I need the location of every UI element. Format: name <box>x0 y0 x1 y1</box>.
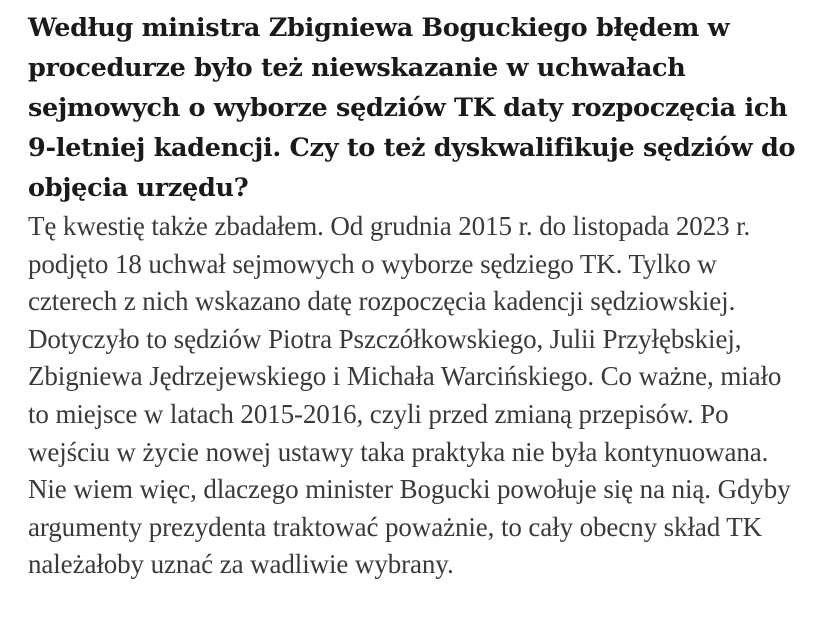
interview-answer: Tę kwestię także zbadałem. Od grudnia 2015 r. do listopada 2023 r. podjęto 18 uchwał sejmowych o wyborze sędziego TK. Tylko w czterech z nich wskazano datę rozpoczęcia kadencji sędziowskiej. Dotyczyło to sędziów Piotra Pszczółkowskiego, Julii Przyłębskiej, Zbigniewa Jędrzejewskiego i Michała Warcińskiego. Co ważne, miało to miejsce w latach 2015-2016, czyli przed zmianą przepisów. Po wejściu w życie nowej ustawy taka praktyka nie była kontynuowana. Nie wiem więc, dlaczego minister Bogucki powołuje się na nią. Gdyby argumenty prezydenta traktować poważnie, to cały obecny skład TK należałoby uznać za wadliwie wybrany. <box>28 211 791 580</box>
interview-question: Według ministra Zbigniewa Boguckiego błędem w procedurze było też niewskazanie w uchwałach sejmowych o wyborze sędziów TK daty rozpoczęcia ich 9-letniej kadencji. Czy to też dyskwalifikuje sędziów do objęcia urzędu? <box>28 13 796 203</box>
interview-article <box>28 8 808 584</box>
